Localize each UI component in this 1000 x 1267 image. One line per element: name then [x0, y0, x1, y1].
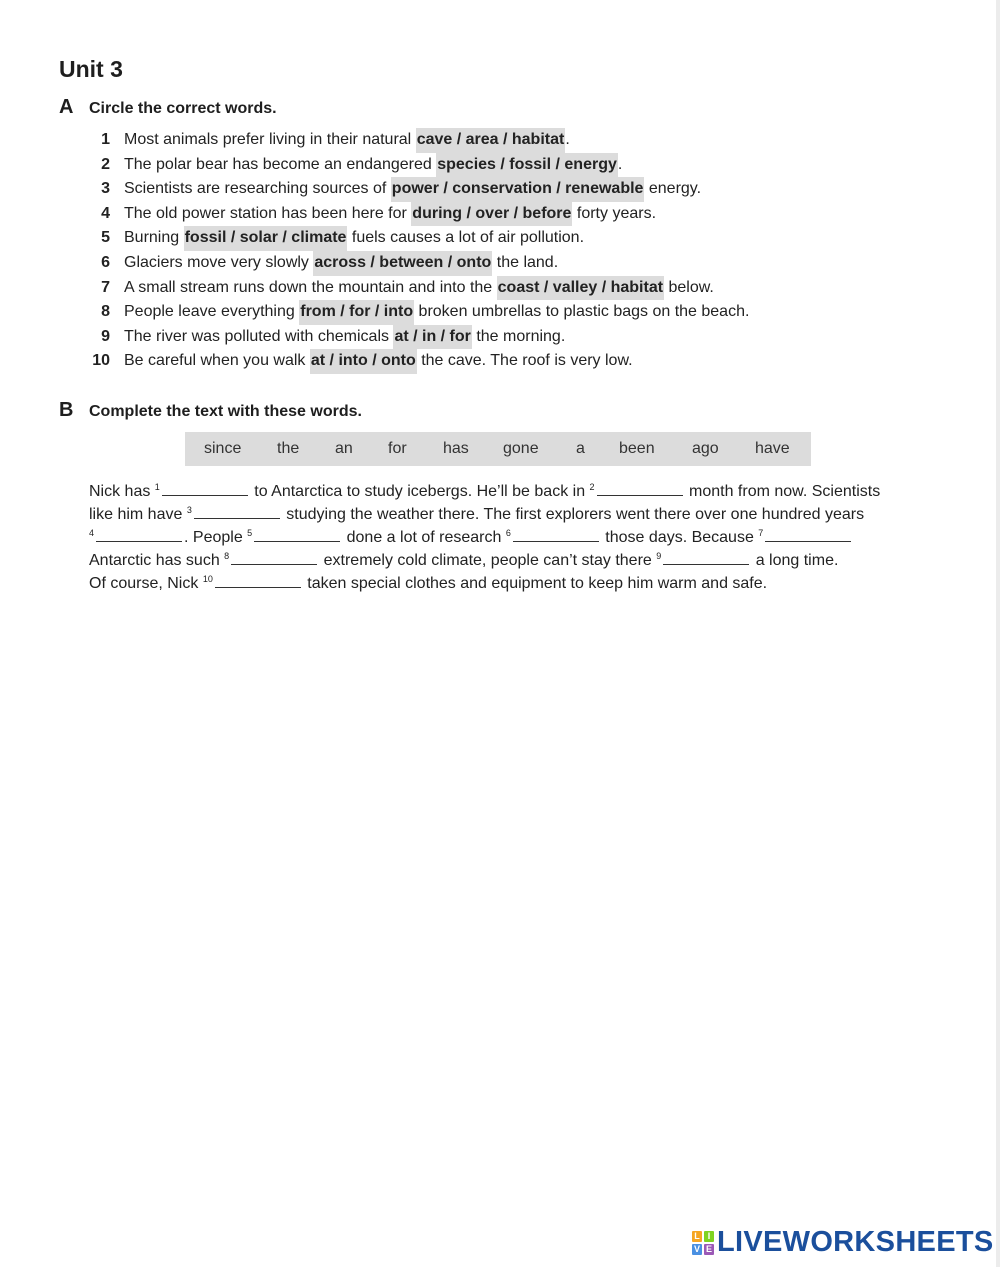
text-segment: a long time.: [751, 552, 839, 569]
item-text-after: .: [617, 155, 623, 173]
gap-fill-text: [89, 480, 949, 595]
word-bank-item: since: [204, 440, 242, 457]
gap-8-blank[interactable]: [231, 551, 317, 565]
gap-7-blank[interactable]: [765, 528, 851, 542]
word-bank-item: has: [443, 440, 469, 457]
item-text-after: the morning.: [471, 327, 566, 345]
brand-name: LIVEWORKSHEETS: [717, 1226, 994, 1258]
text-segment: month from now. Scientists: [684, 483, 881, 500]
page-edge: [996, 0, 1000, 1267]
text-line: [89, 503, 949, 526]
exercise-item: [86, 276, 749, 301]
word-bank: [185, 432, 811, 466]
item-number: 5: [101, 229, 110, 247]
gap-number: 10: [202, 574, 213, 584]
text-line: [89, 480, 949, 503]
item-options[interactable]: across / between / onto: [313, 251, 492, 276]
exercise-item: [86, 349, 749, 374]
item-number: 6: [101, 253, 110, 271]
item-text-after: forty years.: [572, 204, 657, 222]
item-options[interactable]: at / in / for: [393, 325, 471, 350]
gap-3-blank[interactable]: [194, 505, 280, 519]
item-options[interactable]: power / conservation / renewable: [391, 177, 645, 202]
text-segment: like him have: [89, 506, 187, 523]
item-text-after: below.: [664, 278, 714, 296]
item-text-before: People leave everything: [124, 303, 300, 321]
item-text-before: A small stream runs down the mountain and into the: [124, 278, 497, 296]
word-bank-item: been: [619, 440, 655, 457]
item-options[interactable]: from / for / into: [299, 300, 414, 325]
text-segment: studying the weather there. The first explorers went there over one hundred years: [281, 506, 865, 523]
gap-number: 2: [589, 482, 595, 492]
gap-4-blank[interactable]: [96, 528, 182, 542]
word-bank-item: a: [576, 440, 585, 457]
word-bank-item: ago: [692, 440, 719, 457]
logo-tile: E: [705, 1243, 712, 1254]
word-bank-item: an: [335, 440, 353, 457]
text-segment: Nick has: [89, 483, 155, 500]
text-line: [89, 572, 949, 595]
item-text-before: Be careful when you walk: [124, 352, 310, 370]
item-options[interactable]: coast / valley / habitat: [497, 276, 664, 301]
gap-number: 7: [758, 528, 764, 538]
item-options[interactable]: fossil / solar / climate: [184, 226, 348, 251]
section-b-instruction: Complete the text with these words.: [89, 403, 362, 420]
section-a-instruction: Circle the correct words.: [89, 100, 277, 117]
exercise-a-list: [86, 128, 749, 374]
unit-title: Unit 3: [59, 56, 123, 82]
exercise-item: [86, 226, 749, 251]
exercise-item: [86, 153, 749, 178]
item-number: 3: [101, 180, 110, 198]
item-text-before: The old power station has been here for: [124, 204, 412, 222]
section-b-header: [59, 399, 362, 422]
gap-number: 8: [224, 551, 230, 561]
gap-number: 6: [505, 528, 511, 538]
item-text-before: Scientists are researching sources of: [124, 180, 391, 198]
item-number: 2: [101, 155, 110, 173]
item-text-after: fuels causes a lot of air pollution.: [347, 229, 585, 247]
item-text-after: the land.: [492, 253, 559, 271]
liveworksheets-logo-icon: [692, 1231, 714, 1255]
word-bank-item: have: [755, 440, 790, 457]
item-text-before: Glaciers move very slowly: [124, 253, 314, 271]
item-options[interactable]: at / into / onto: [310, 349, 417, 374]
section-a-header: [59, 96, 277, 119]
text-segment: Antarctic has such: [89, 552, 225, 569]
logo-tile: L: [692, 1231, 702, 1242]
text-segment: done a lot of research: [342, 529, 506, 546]
logo-tile: I: [704, 1231, 714, 1242]
gap-9-blank[interactable]: [663, 551, 749, 565]
gap-6-blank[interactable]: [513, 528, 599, 542]
item-number: 8: [101, 303, 110, 321]
word-bank-item: gone: [503, 440, 539, 457]
logo-tile: V: [693, 1243, 700, 1254]
section-b-letter: B: [59, 399, 74, 421]
gap-5-blank[interactable]: [254, 528, 340, 542]
item-text-before: Most animals prefer living in their natural: [124, 131, 416, 148]
exercise-item: [86, 325, 749, 350]
item-number: 7: [101, 278, 110, 296]
text-segment: those days. Because: [600, 529, 759, 546]
gap-number: 1: [154, 482, 160, 492]
item-number: 1: [101, 131, 110, 148]
item-number: 4: [101, 204, 110, 222]
item-number: 10: [92, 352, 110, 370]
text-segment: to Antarctica to study icebergs. He’ll be back in: [249, 483, 590, 500]
item-options[interactable]: during / over / before: [411, 202, 572, 227]
gap-number: 9: [656, 551, 662, 561]
text-line: [89, 549, 949, 572]
exercise-item: [86, 177, 749, 202]
gap-2-blank[interactable]: [597, 482, 683, 496]
item-options[interactable]: cave / area / habitat: [416, 128, 566, 153]
exercise-item: [86, 300, 749, 325]
item-text-after: .: [565, 131, 570, 148]
item-text-before: The river was polluted with chemicals: [124, 327, 394, 345]
gap-number: 4: [89, 528, 95, 538]
item-text-after: broken umbrellas to plastic bags on the beach.: [414, 303, 750, 321]
item-text-before: Burning: [124, 229, 184, 247]
item-text-after: energy.: [644, 180, 702, 198]
item-number: 9: [101, 327, 110, 345]
item-text-before: The polar bear has become an endangered: [124, 155, 437, 173]
text-segment: Of course, Nick: [89, 575, 203, 592]
gap-number: 3: [186, 505, 192, 515]
gap-10-blank[interactable]: [215, 574, 301, 588]
text-segment: . People: [184, 529, 248, 546]
liveworksheets-brand[interactable]: [692, 1226, 994, 1259]
gap-number: 5: [247, 528, 253, 538]
text-line: [89, 526, 949, 549]
item-text-after: the cave. The roof is very low.: [416, 352, 633, 370]
item-options[interactable]: species / fossil / energy: [436, 153, 618, 178]
word-bank-item: the: [277, 440, 300, 457]
gap-1-blank[interactable]: [162, 482, 248, 496]
exercise-item: [86, 251, 749, 276]
word-bank-item: for: [388, 440, 407, 457]
text-segment: extremely cold climate, people can’t stay there: [319, 552, 657, 569]
exercise-item: [86, 128, 749, 153]
section-a-letter: A: [59, 96, 74, 118]
exercise-item: [86, 202, 749, 227]
text-segment: taken special clothes and equipment to keep him warm and safe.: [302, 575, 768, 592]
